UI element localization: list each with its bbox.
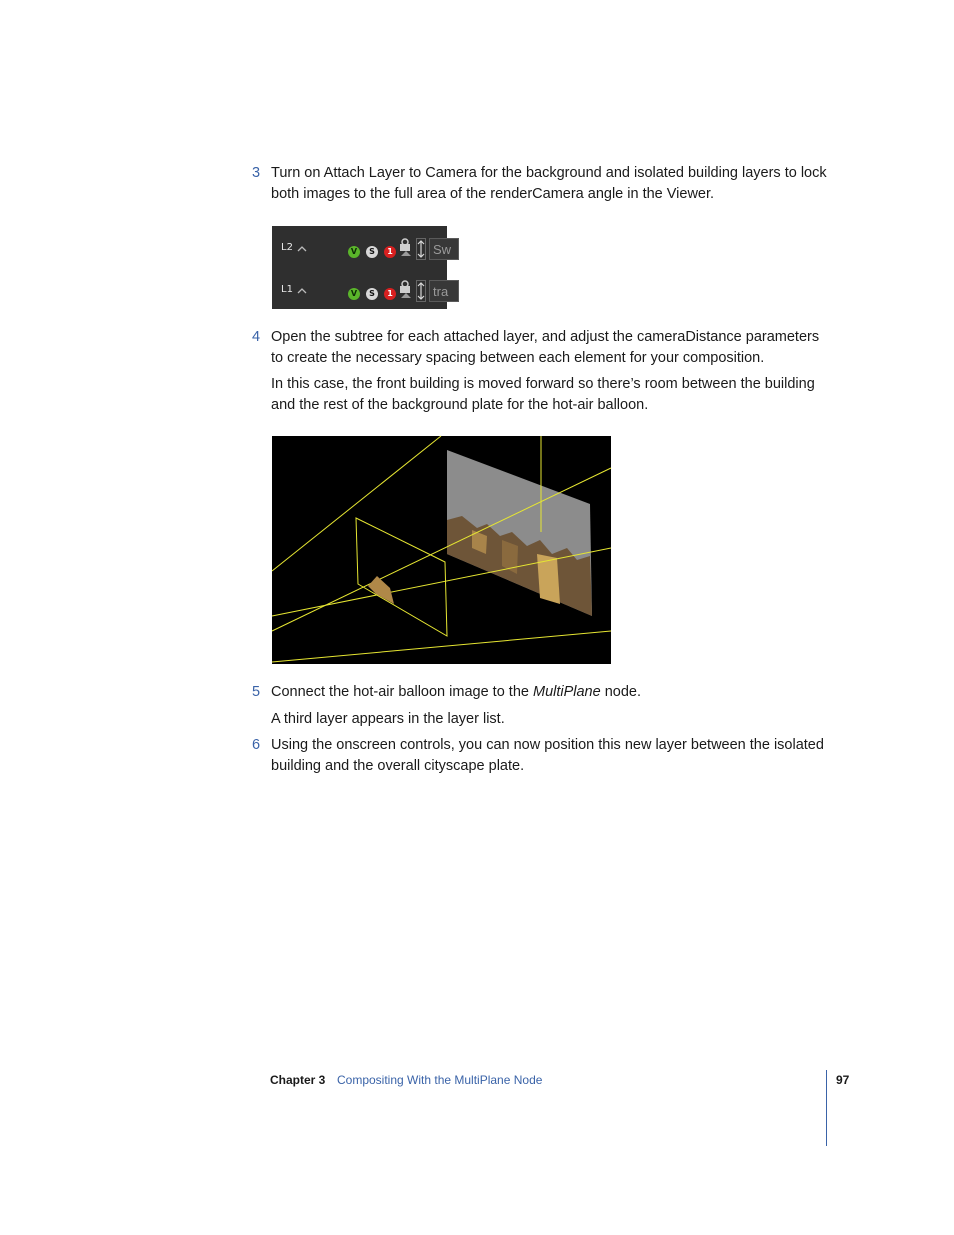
step-number: 6 bbox=[252, 737, 261, 753]
multiplane-node-name: MultiPlane bbox=[532, 684, 601, 700]
footer-chapter-title: Compositing With the MultiPlane Node bbox=[337, 1073, 543, 1087]
multiplane-viewer-screenshot bbox=[272, 436, 611, 664]
step-4-note: In this case, the front building is moved forward so there’s room between the building and the rest of the background plate for the hot-air balloon. bbox=[271, 376, 815, 413]
step-5-note: A third layer appears in the layer list. bbox=[271, 711, 505, 727]
page-number: 97 bbox=[836, 1073, 850, 1087]
step-3 bbox=[252, 163, 832, 204]
attach-camera-toggle-icon: 1 bbox=[384, 246, 396, 258]
visibility-toggle-icon: V bbox=[348, 288, 360, 300]
isolated-building-image bbox=[368, 576, 394, 604]
footer-divider bbox=[826, 1070, 827, 1146]
visibility-toggle-icon: V bbox=[348, 246, 360, 258]
step-5 bbox=[252, 682, 832, 703]
step-number: 3 bbox=[252, 165, 261, 181]
layer-thumbnail-icon bbox=[297, 287, 307, 295]
attach-camera-toggle-icon: 1 bbox=[384, 288, 396, 300]
layer-name-field: tra bbox=[429, 280, 459, 302]
step-text bbox=[271, 682, 832, 703]
step-text: Turn on Attach Layer to Camera for the background and isolated building layers to lock both images to the full area of the renderCamera angle in the Viewer. bbox=[271, 165, 827, 202]
solo-toggle-icon: S bbox=[366, 288, 378, 300]
building-highlight bbox=[537, 554, 560, 604]
front-building-plate bbox=[356, 518, 447, 636]
layer-name-field: Sw bbox=[429, 238, 459, 260]
layer-thumbnail-icon bbox=[297, 245, 307, 253]
layer-row-l2 bbox=[272, 232, 452, 268]
layer-label: L2 bbox=[281, 242, 293, 253]
step-text: Open the subtree for each attached layer, and adjust the cameraDistance parameters to create the necessary spacing between each element for your composition. bbox=[271, 329, 820, 366]
lock-icon bbox=[399, 280, 413, 300]
updown-arrows-icon bbox=[416, 238, 426, 260]
step-text-before: Connect the hot-air balloon image to the bbox=[271, 684, 533, 700]
layer-label: L1 bbox=[281, 284, 293, 295]
step-4 bbox=[252, 327, 832, 368]
layer-list-screenshot bbox=[272, 226, 452, 309]
step-number: 5 bbox=[252, 684, 261, 700]
step-number: 4 bbox=[252, 329, 261, 345]
updown-arrows-icon bbox=[416, 280, 426, 302]
step-text-after: node. bbox=[600, 684, 642, 700]
footer-chapter: Chapter 3 bbox=[270, 1073, 326, 1087]
step-text: Using the onscreen controls, you can now position this new layer between the isolated building and the overall cityscape plate. bbox=[271, 737, 824, 774]
solo-toggle-icon: S bbox=[366, 246, 378, 258]
step-6 bbox=[252, 735, 832, 776]
viewer-wireframe-illustration bbox=[272, 436, 611, 664]
lock-icon bbox=[399, 238, 413, 258]
layer-row-l1 bbox=[272, 274, 447, 310]
